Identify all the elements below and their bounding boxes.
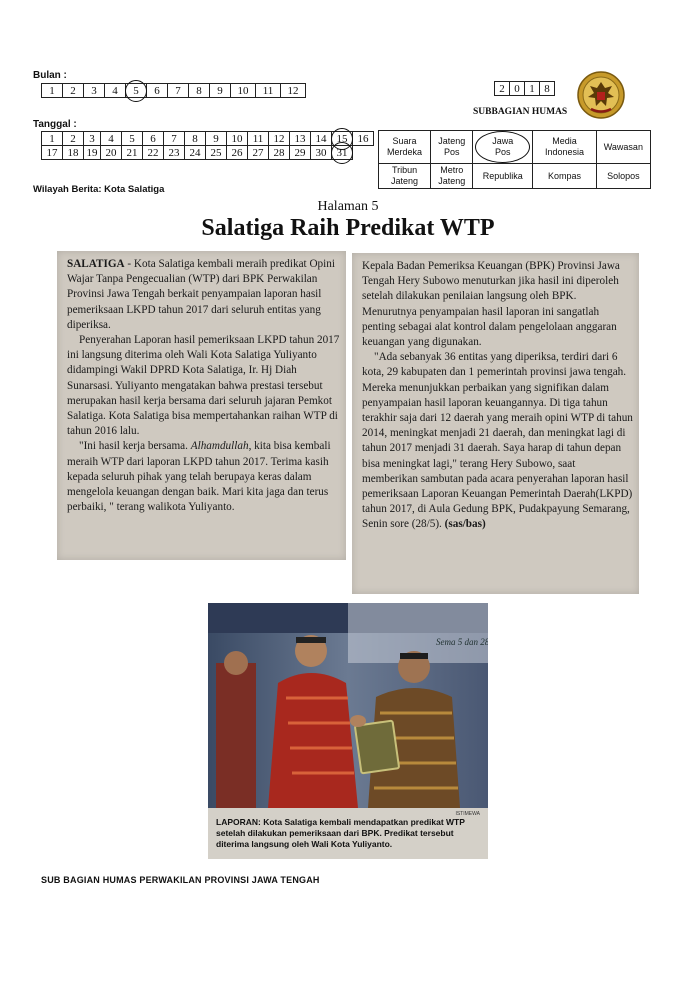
media-metro-jateng: Metro Jateng [431,164,473,189]
month-cell: 11 [256,84,281,98]
month-cell: 8 [189,84,210,98]
subbagian-humas-label: SUBBAGIAN HUMAS [473,107,568,117]
cell-value: 5 [133,84,139,97]
selected-media-marker: Jawa Pos [475,131,530,163]
date-cell: 12 [269,132,290,146]
photo-credit: ISTIMEWA [455,811,480,817]
date-cell: 4 [101,132,122,146]
paragraph: Kepala Badan Pemeriksa Keuangan (BPK) Provinsi Jawa Tengah Hery Subowo menuturkan jika hasil ini diperoleh setelah dilakukan penilaian langsung oleh BPK. Menurutnya penyampaian hasil laporan ini sangatlah penting sebagai alat kontrol dalam pengelolaan anggaran keuangan yang digunakan. [362,260,620,349]
media-jateng-pos: Jateng Pos [431,131,473,164]
date-cell: 22 [143,146,164,160]
news-photo-clipping [208,603,488,859]
month-cell: 6 [147,84,168,98]
caption-text: Kota Salatiga kembali mendapatkan predikat WTP setelah dilakukan pemeriksaan dari BPK. Predikat tersebut diterima langsung oleh Wali Kota Yuliyanto. [216,817,465,849]
tanggal-table [41,131,374,160]
date-cell: 29 [290,146,311,160]
date-cell: 11 [248,132,269,146]
month-cell: 2 [63,84,84,98]
date-cell: 20 [101,146,122,160]
year-digit: 2 [495,82,510,96]
month-cell: 1 [42,84,63,98]
news-photo [208,603,488,808]
year-digit: 1 [525,82,540,96]
date-cell: 28 [269,146,290,160]
banner-text: Sema 5 dan 28 [436,637,488,647]
dateline: SALATIGA [67,258,125,270]
selection-circle [331,142,353,164]
article-column-1 [57,251,346,560]
date-cell: 14 [311,132,332,146]
page-number: Halaman 5 [317,199,379,214]
bulan-label: Bulan : [33,70,67,81]
media-jawa-pos [473,131,533,164]
selected-date-cell [332,146,353,160]
paragraph: "Ada sebanyak 36 entitas yang diperiksa, terdiri dari 6 kota, 29 kabupaten dan 1 pemerintah provinsi jawa tengah. Mereka menunjukkan perbaikan yang signifikan dalam penyampaian hasil laporan keuangannya. Di tiga tahun terakhir saja dari 12 daerah yang meraih opini WTP di tahun 2014, meningkat menjadi 21 daerah, dan meningkat lagi di tahun 2017 menjadi 31 daerah. Saya harap di tahun depan bisa meningkat lagi," terang Hery Subowo, saat memberikan sambutan pada acara penyerahan laporan hasil pemeriksaan Laporan Keuangan Pemerintah Daerah(LKPD) tahun 2017, di Aula Gedung BPK, Pudakpayung Semarang, Senin sore (28/5). [362,351,633,531]
date-cell: 9 [206,132,227,146]
bulan-table [41,83,306,98]
month-cell: 4 [105,84,126,98]
media-solopos: Solopos [596,164,650,189]
article-column-2 [352,253,639,594]
paragraph: - Kota Salatiga kembali meraih predikat Opini Wajar Tanpa Pengecualian (WTP) dari BPK Perwakilan Provinsi Jawa Tengah berkait penyampaian laporan hasil pemeriksaan LKPD tahun 2017 dari seluruh entitas yang diperiksa. [67,258,335,331]
media-table [378,130,651,189]
date-cell: 1 [42,132,63,146]
date-cell: 6 [143,132,164,146]
media-media-indonesia: Media Indonesia [533,131,597,164]
quote-end: , kita bisa kembali meraih WTP dari laporan LKPD tahun 2017. Terima kasih kepada seluruh pihak yang telah berupaya keras dalam mengelola keuangan dengan baik. Mari kita jaga dan terus perbaiki, " terang walikota Yuliyanto. [67,440,331,514]
selection-circle [125,80,147,102]
date-cell: 21 [122,146,143,160]
tanggal-label: Tanggal : [33,119,77,130]
paragraph: Penyerahan Laporan hasil pemeriksaan LKPD tahun 2017 ini langsung diterima oleh Wali Kota Salatiga Yuliyanto didampingi Wakil DPRD Kota Salatiga, Ir. Hj Diah Sunarsasi. Yuliyanto mengatakan bahwa prestasi tersebut merupakan hasil kerja bersama dari seluruh jajaran Pemkot Salatiga. Kota Salatiga bisa mempertahankan raihan WTP di tahun 2016 lalu. [67,334,340,438]
date-cell: 17 [42,146,63,160]
date-cell: 2 [63,132,84,146]
quote-italic: Alhamdullah [190,440,249,453]
date-cell: 23 [164,146,185,160]
article-title: Salatiga Raih Predikat WTP [201,215,495,241]
footer-text: SUB BAGIAN HUMAS PERWAKILAN PROVINSI JAWA TENGAH [41,875,320,885]
date-cell: 7 [164,132,185,146]
date-cell: 5 [122,132,143,146]
month-cell: 3 [84,84,105,98]
date-cell: 26 [227,146,248,160]
date-cell: 27 [248,146,269,160]
photo-caption [216,817,480,850]
garuda-emblem-icon [576,70,626,120]
date-cell: 30 [311,146,332,160]
date-cell: 24 [185,146,206,160]
month-cell: 12 [281,84,306,98]
date-cell: 19 [84,146,101,160]
year-boxes [494,81,555,96]
media-republika: Republika [473,164,533,189]
cell-value: 31 [336,146,348,159]
year-digit: 0 [510,82,525,96]
media-tribun-jateng: Tribun Jateng [379,164,431,189]
selected-month-cell [126,84,147,98]
date-cell: 3 [84,132,101,146]
media-suara-merdeka: Suara Merdeka [379,131,431,164]
date-cell: 16 [353,132,374,146]
month-cell: 10 [231,84,256,98]
year-digit: 8 [540,82,555,96]
date-cell: 8 [185,132,206,146]
wilayah-berita: Wilayah Berita: Kota Salatiga [33,184,165,195]
date-cell: 18 [63,146,84,160]
date-cell: 10 [227,132,248,146]
date-cell: 25 [206,146,227,160]
date-cell: 13 [290,132,311,146]
media-wawasan: Wawasan [596,131,650,164]
quote-start: "Ini hasil kerja bersama. [79,440,191,453]
cell-value: 15 [336,132,348,145]
media-kompas: Kompas [533,164,597,189]
author-signature: (sas/bas) [441,518,486,531]
caption-lead: LAPORAN: [216,817,261,827]
month-cell: 9 [210,84,231,98]
month-cell: 7 [168,84,189,98]
